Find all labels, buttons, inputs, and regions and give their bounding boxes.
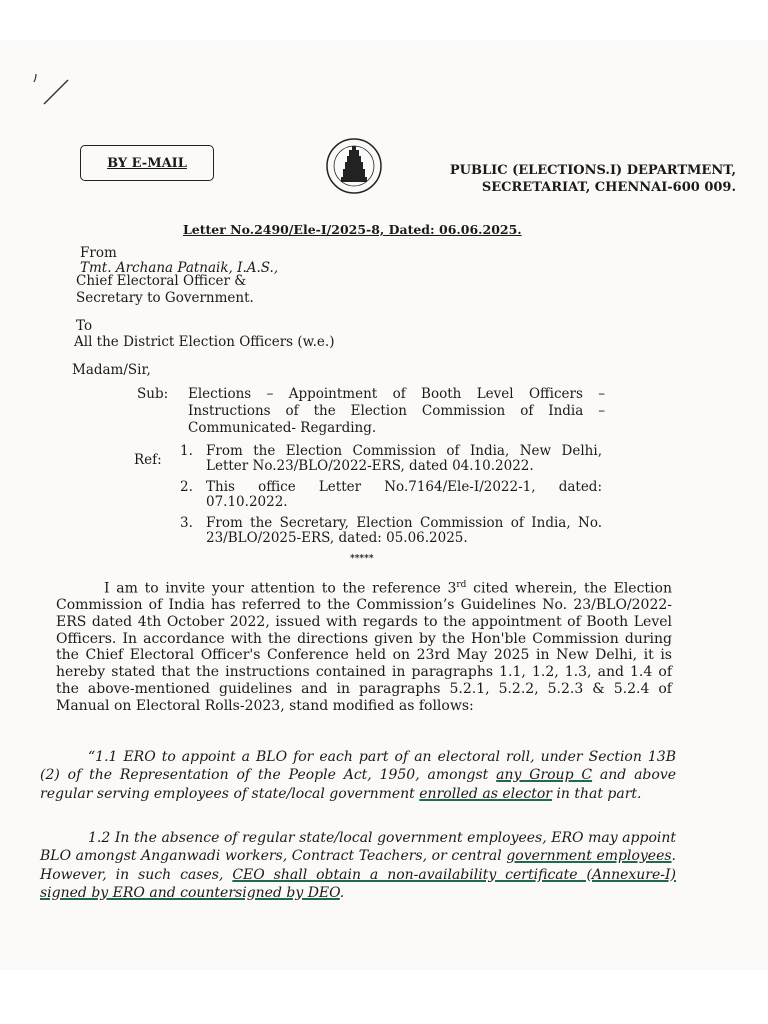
clause-text: 1.2 In the absence of regular state/local government employees, ERO may appoint BLO amongst Anganwadi workers, Contract Teachers, or central — [40, 830, 676, 865]
quoted-clause-1-1 — [40, 748, 676, 803]
reference-number: 2. — [180, 479, 193, 495]
quoted-clause-1-2 — [40, 829, 676, 903]
reference-text: From the Election Commission of India, New Delhi, Letter No.23/BLO/2022-ERS, dated 04.10.2022. — [206, 443, 602, 474]
state-emblem-icon — [312, 136, 396, 196]
pen-underlined-text: CEO shall obtain a non-availability certificate (Annexure-I) signed by ERO and countersigned by DEO — [40, 866, 676, 902]
address-line: SECRETARIAT, CHENNAI-600 009. — [481, 180, 736, 195]
reference-text: This office Letter No.7164/Ele-I/2022-1, dated: 07.10.2022. — [206, 479, 602, 510]
pen-underlined-text: enrolled as elector — [419, 785, 552, 802]
clause-text: . However, in such cases, — [40, 848, 676, 883]
superscript-rd: rd — [456, 580, 467, 590]
reference-text: From the Secretary, Election Commission of India, No. 23/BLO/2025-ERS, dated: 05.06.2025. — [206, 515, 602, 546]
recipient-line: All the District Election Officers (w.e.) — [74, 334, 335, 350]
reference-list — [180, 444, 602, 552]
clause-text: . — [339, 885, 345, 902]
sender-name: Tmt. Archana Patnaik, I.A.S., — [80, 260, 279, 276]
to-label: To — [76, 318, 93, 334]
department-address — [430, 162, 736, 196]
clause-text: “1.1 ERO to appoint a BLO for each part of an electoral roll, under Section 13B (2) of the Representation of the People Act, 1950, amongst — [40, 749, 676, 784]
clause-text: and above regular serving employees of state/local government — [40, 767, 677, 802]
salutation: Madam/Sir, — [72, 362, 151, 378]
by-email-stamp: BY E-MAIL — [80, 145, 214, 181]
subject-label: Sub: — [137, 386, 169, 402]
pen-stroke-mark — [30, 70, 74, 110]
ref-label: Ref: — [134, 452, 162, 468]
body-paragraph — [56, 577, 672, 714]
pen-underlined-text: any Group C — [496, 767, 593, 784]
reference-number: 1. — [180, 443, 193, 459]
body-text-start: I am to invite your attention to the reference 3 — [104, 580, 457, 597]
sender-designation-2: Secretary to Government. — [76, 290, 254, 306]
pen-underlined-text: government employees — [506, 848, 672, 865]
letter-number: Letter No.2490/Ele-I/2025-8, Dated: 06.06.2025. — [183, 222, 522, 237]
reference-item — [180, 480, 602, 510]
reference-item — [180, 516, 602, 546]
reference-item — [180, 444, 602, 474]
department-line: PUBLIC (ELECTIONS.I) DEPARTMENT, — [449, 163, 736, 178]
subject-text: Elections – Appointment of Booth Level Officers – Instructions of the Election Commission of India – Communicated- Regarding. — [188, 386, 605, 436]
clause-text: in that part. — [551, 785, 642, 802]
reference-number: 3. — [180, 515, 193, 531]
separator-stars: ***** — [350, 554, 374, 564]
sender-designation: Chief Electoral Officer & — [76, 273, 247, 289]
body-text-rest: cited wherein, the Election Commission of India has referred to the Commission’s Guidelines No. 23/BLO/2022-ERS dated 4th October 2022, issued with regards to the appointment of Booth Level Officers. In accordance with the directions given by the Hon'ble Commission during the Chief Electoral Officer's Conference held on 23rd May 2025 in New Delhi, it is hereby stated that the instructions contained in paragraphs 1.1, 1.2, 1.3, and 1.4 of the above-mentioned guidelines and in paragraphs 5.2.1, 5.2.2, 5.2.3 & 5.2.4 of Manual on Electoral Rolls-2023, stand modified as follows: — [56, 580, 672, 714]
from-label: From — [80, 245, 117, 261]
